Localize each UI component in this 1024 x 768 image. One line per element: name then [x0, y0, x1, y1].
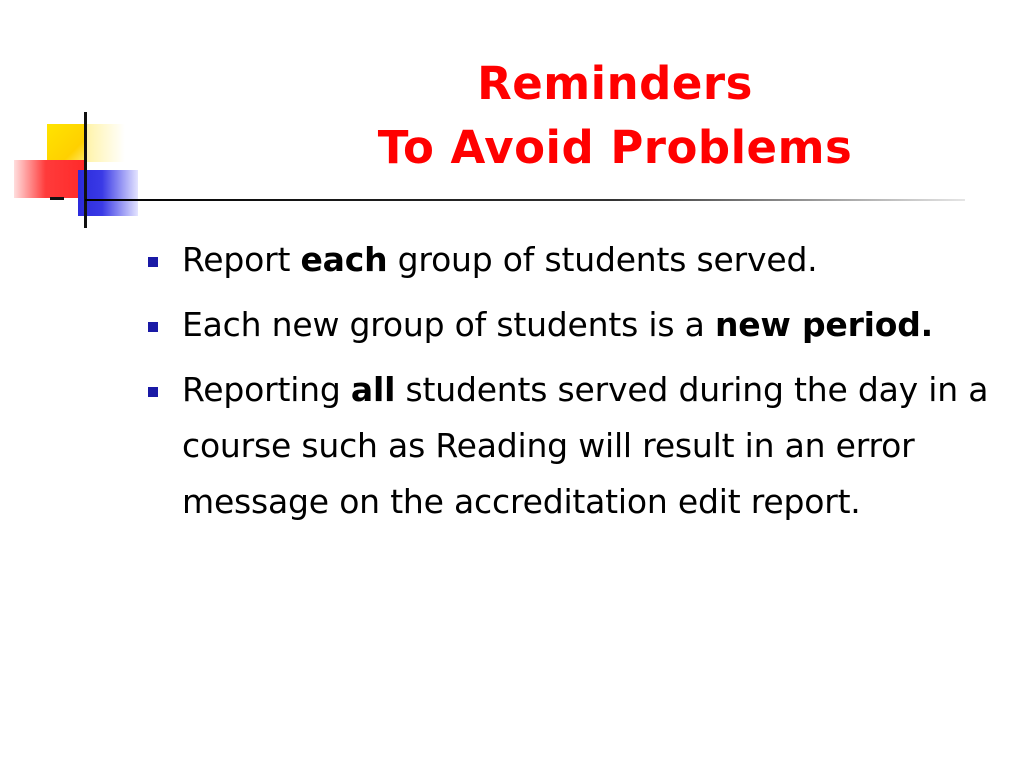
square-bullet-icon: [148, 257, 158, 267]
bullet-item: [142, 297, 1002, 353]
decorative-yellow-square: [47, 124, 85, 162]
bullet-text: Each new group of students is a: [182, 305, 715, 344]
bullet-item: [142, 232, 1002, 288]
decorative-red-bar: [14, 160, 84, 198]
decorative-blue-square: [78, 170, 138, 216]
slide-title: [250, 52, 980, 180]
bullet-text: Reporting: [182, 370, 351, 409]
title-underline: [85, 199, 965, 201]
bullet-text: group of students served.: [387, 240, 818, 279]
bullet-emphasis: each: [300, 240, 388, 279]
bullet-item: [142, 362, 1002, 530]
decorative-yellow-fade: [85, 124, 125, 162]
decorative-vertical-line: [84, 112, 87, 228]
title-line-1: Reminders: [477, 57, 753, 110]
square-bullet-icon: [148, 387, 158, 397]
square-bullet-icon: [148, 322, 158, 332]
bullet-list: [142, 232, 1002, 539]
decorative-horizontal-tick: [50, 197, 64, 200]
title-line-2: To Avoid Problems: [377, 121, 853, 174]
bullet-emphasis: new period.: [714, 305, 934, 344]
bullet-text: students served during the day in a course such as Reading will result in an error message on the accreditation edit report.: [182, 370, 989, 521]
bullet-emphasis: all: [350, 370, 396, 409]
bullet-text: Report: [182, 240, 301, 279]
